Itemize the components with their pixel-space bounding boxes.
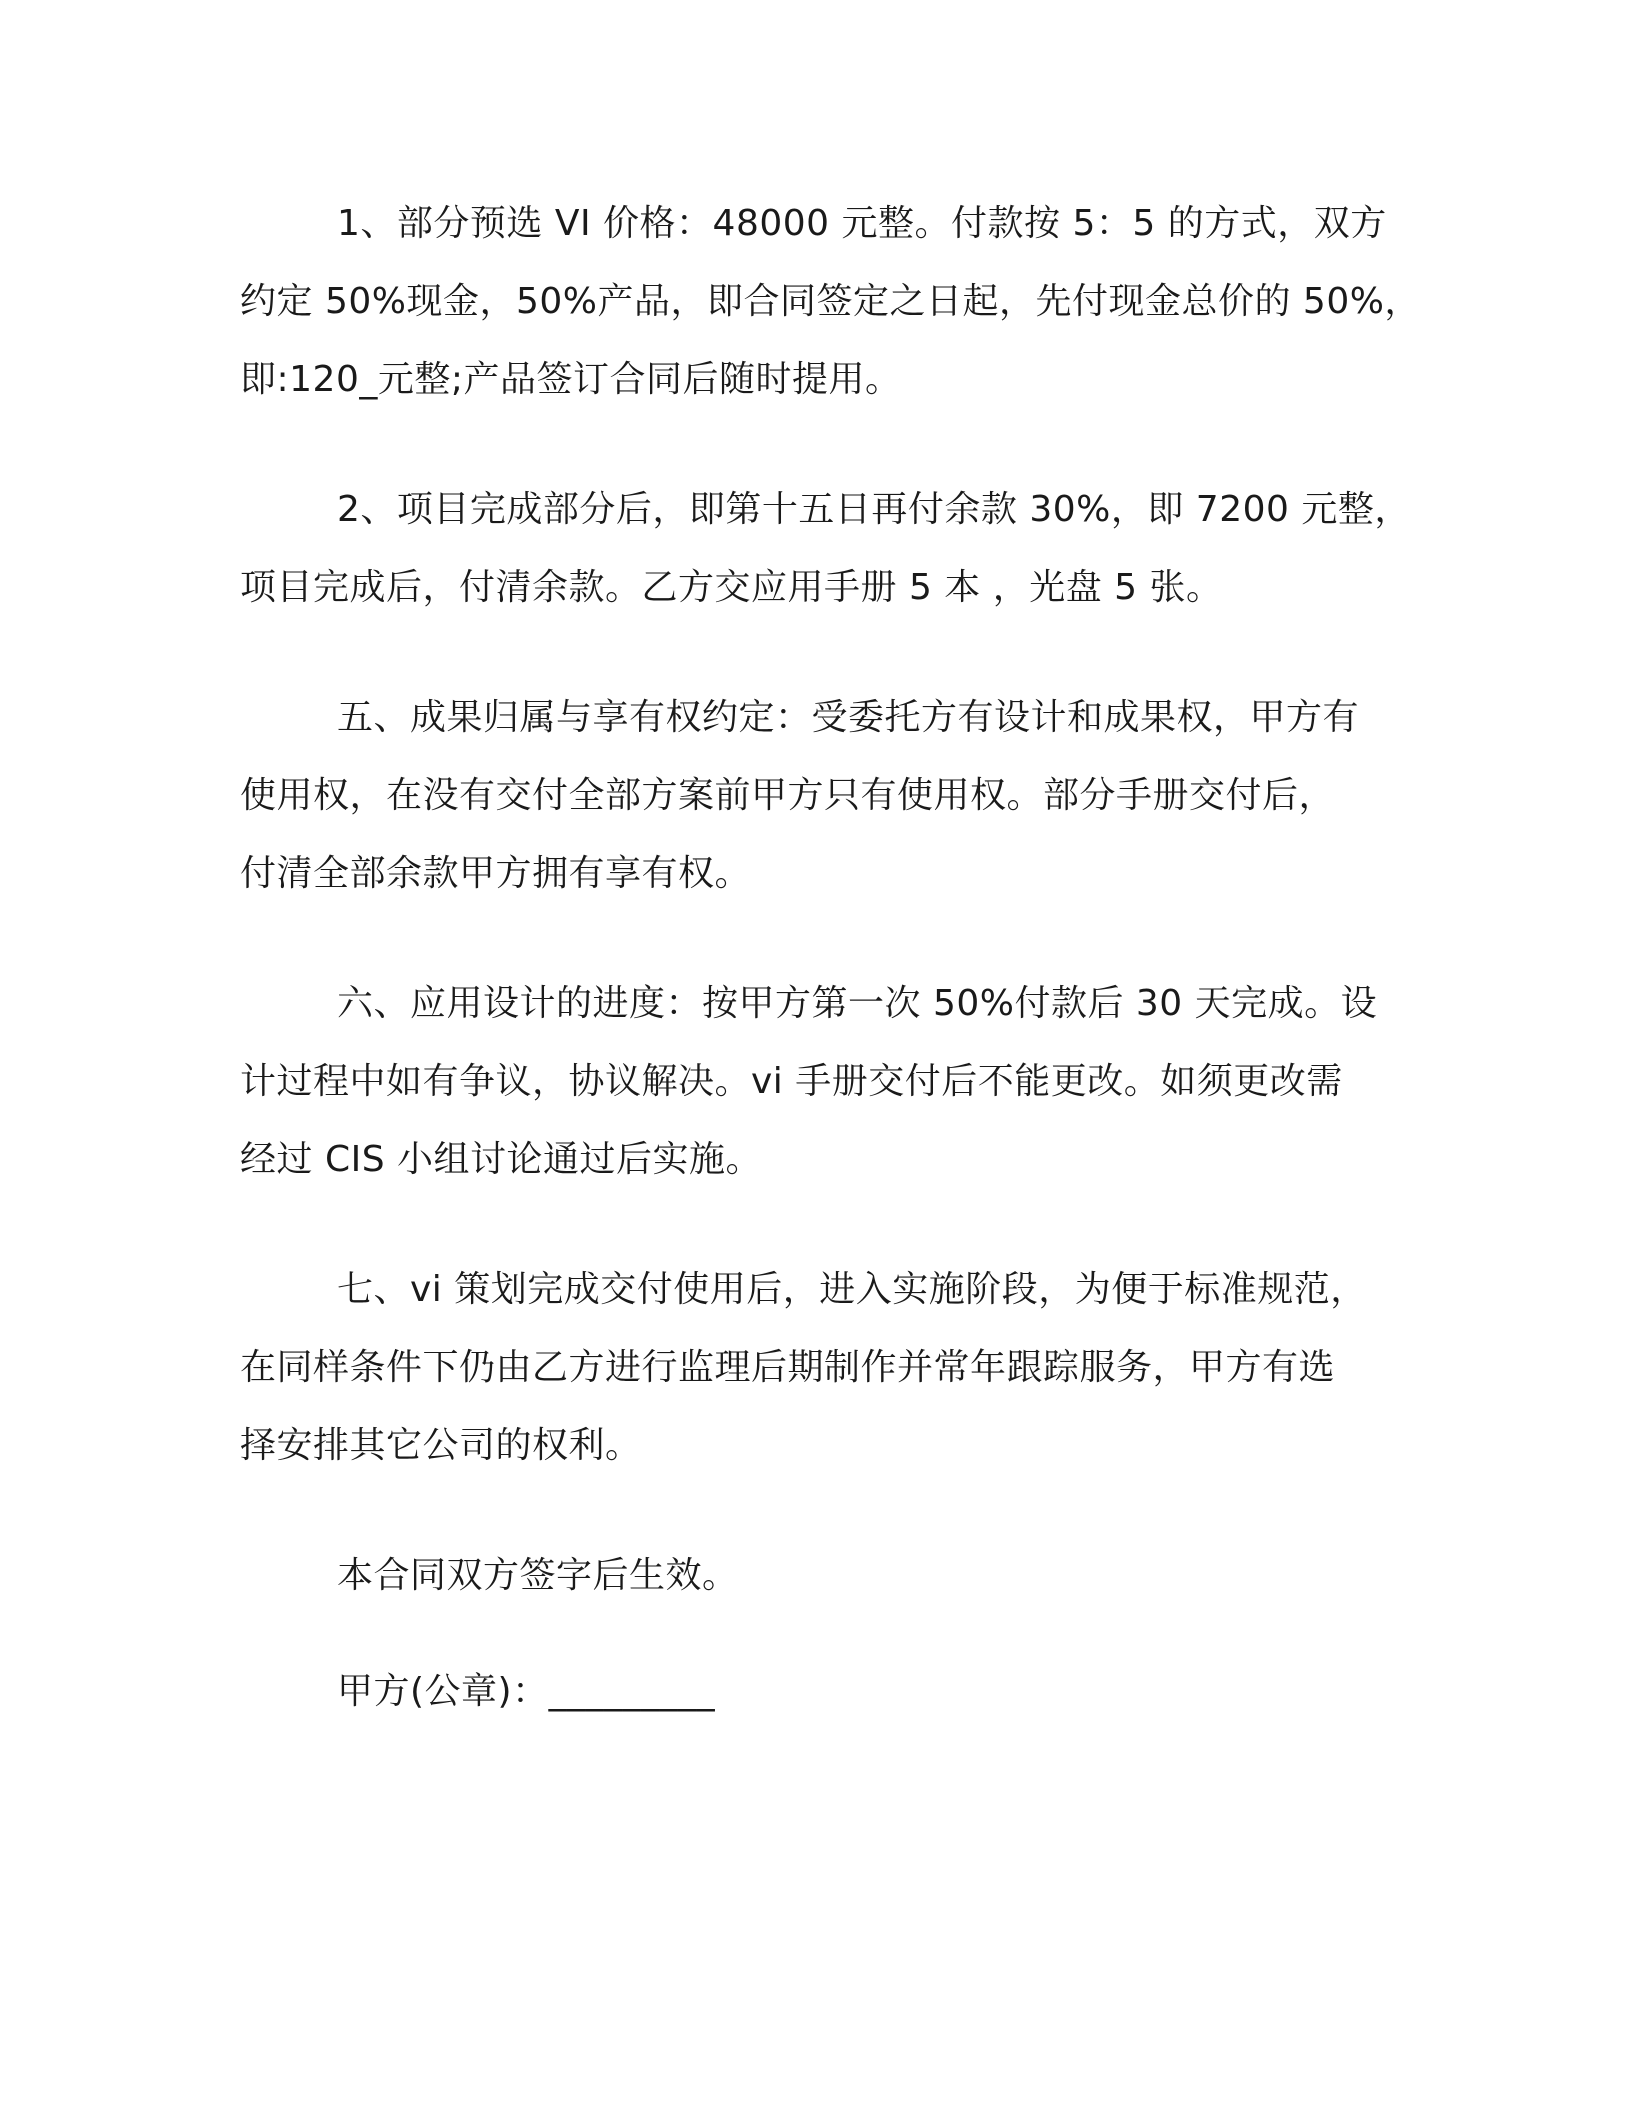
paragraph-balance-payment xyxy=(240,471,1410,627)
paragraph-line: 七、vi 策划完成交付使用后，进入实施阶段，为便于标准规范， xyxy=(337,1269,1367,1310)
paragraph-line: 在同样条件下仍由乙方进行监理后期制作并常年跟踪服务，甲方有选 xyxy=(240,1347,1336,1388)
paragraph-schedule xyxy=(240,965,1410,1199)
paragraph-implementation xyxy=(240,1251,1410,1485)
paragraph-line: 约定 50%现金，50%产品，即合同签定之日起，先付现金总价的 50%， xyxy=(240,281,1421,322)
paragraph-ownership xyxy=(240,679,1410,913)
signature-party-a xyxy=(240,1653,1410,1731)
document-body xyxy=(240,185,1421,1783)
paragraph-effective xyxy=(240,1537,1410,1615)
signature-line: 甲方(公章)：_________ xyxy=(337,1671,716,1712)
paragraph-payment-terms xyxy=(240,185,1421,419)
paragraph-line: 2、项目完成部分后，即第十五日再付余款 30%，即 7200 元整， xyxy=(337,489,1411,530)
paragraph-line: 本合同双方签字后生效。 xyxy=(337,1555,739,1596)
paragraph-line: 付清全部余款甲方拥有享有权。 xyxy=(240,853,752,894)
paragraph-line: 六、应用设计的进度：按甲方第一次 50%付款后 30 天完成。设 xyxy=(337,983,1378,1024)
paragraph-line: 使用权，在没有交付全部方案前甲方只有使用权。部分手册交付后， xyxy=(240,775,1336,816)
paragraph-line: 经过 CIS 小组讨论通过后实施。 xyxy=(240,1139,762,1180)
paragraph-line: 计过程中如有争议，协议解决。vi 手册交付后不能更改。如须更改需 xyxy=(240,1061,1343,1102)
paragraph-line: 1、部分预选 VI 价格：48000 元整。付款按 5：5 的方式，双方 xyxy=(337,203,1387,244)
paragraph-line: 项目完成后，付清余款。乙方交应用手册 5 本 ，光盘 5 张。 xyxy=(240,567,1223,608)
paragraph-line: 择安排其它公司的权利。 xyxy=(240,1425,642,1466)
paragraph-line: 即:120_元整;产品签订合同后随时提用。 xyxy=(240,359,902,400)
paragraph-line: 五、成果归属与享有权约定：受委托方有设计和成果权，甲方有 xyxy=(337,697,1360,738)
